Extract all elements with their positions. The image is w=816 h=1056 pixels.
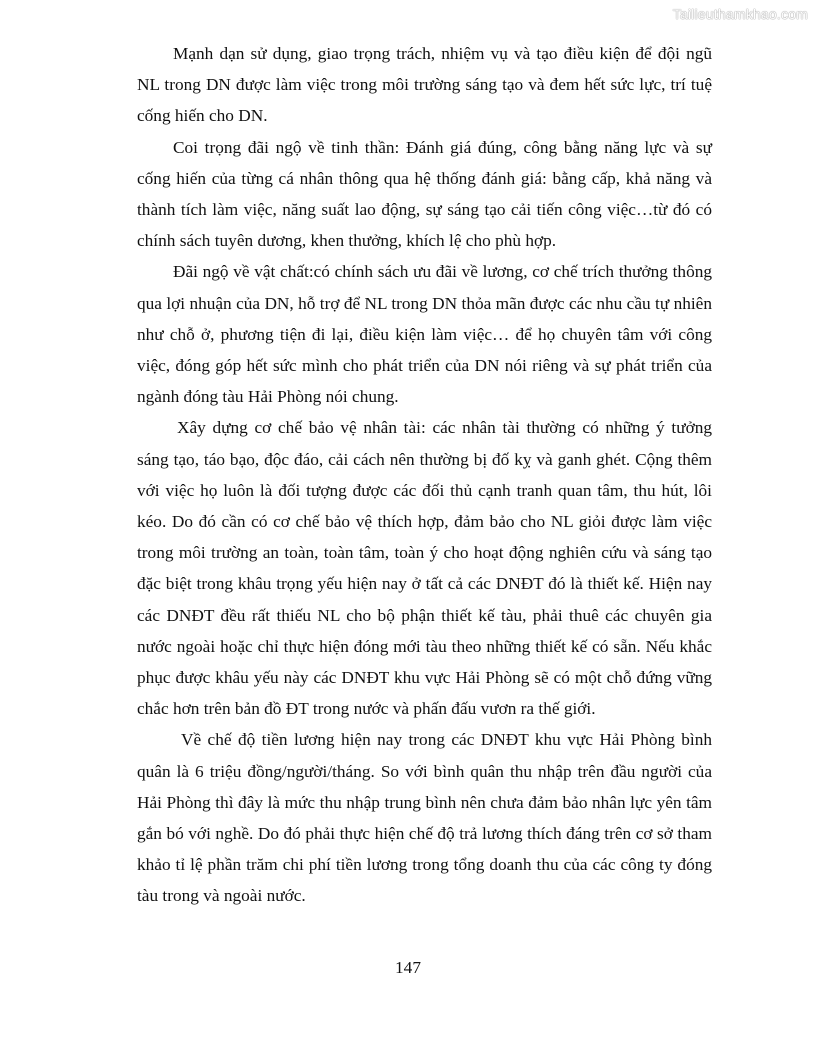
paragraph-spiritual-benefits: Coi trọng đãi ngộ về tinh thần: Đánh giá đúng, công bằng năng lực và sự cống hiến của từng cá nhân thông qua hệ thống đánh giá: bằng cấp, khả năng và thành tích làm việc, năng suất lao động, sự sáng tạo cải tiến công việc…từ đó có chính sách tuyên dương, khen thưởng, khích lệ cho phù hợp. (137, 137, 712, 251)
paragraph-empower-staff: Mạnh dạn sử dụng, giao trọng trách, nhiệm vụ và tạo điều kiện để đội ngũ NL trong DN được làm việc trong môi trường sáng tạo và đem hết sức lực, trí tuệ cống hiến cho DN. (137, 44, 712, 126)
paragraph-talent-protection: Xây dựng cơ chế bảo vệ nhân tài: các nhân tài thường có những ý tưởng sáng tạo, táo bạo, độc đáo, cải cách nên thường bị đố kỵ và ganh ghét. Cộng thêm với việc họ luôn là đối tượng được các đối thủ cạnh tranh quan tâm, thu hút, lôi kéo. Do đó cần có cơ chế bảo vệ thích hợp, đảm bảo cho NL giỏi được làm việc trong môi trường an toàn, toàn tâm, toàn ý cho hoạt động nghiên cứu và sáng tạo đặc biệt trong khâu trọng yếu hiện nay ở tất cả các DNĐT đó là thiết kế. Hiện nay các DNĐT đều rất thiếu NL cho bộ phận thiết kế tàu, phải thuê các chuyên gia nước ngoài hoặc chỉ thực hiện đóng mới tàu theo những thiết kế có sẵn. Nếu khắc phục được khâu yếu này các DNĐT khu vực Hải Phòng sẽ có một chỗ đứng vững chắc hơn trên bản đồ ĐT trong nước và phấn đấu vươn ra thế giới. (137, 418, 712, 719)
document-body (137, 38, 712, 912)
paragraph-salary-policy: Về chế độ tiền lương hiện nay trong các DNĐT khu vực Hải Phòng bình quân là 6 triệu đồng/người/tháng. So với bình quân thu nhập trên đầu người của Hải Phòng thì đây là mức thu nhập trung bình nên chưa đảm bảo nhân lực yên tâm gắn bó với nghề. Do đó phải thực hiện chế độ trả lương thích đáng trên cơ sở tham khảo tỉ lệ phần trăm chi phí tiền lương trong tổng doanh thu của các công ty đóng tàu trong và ngoài nước. (137, 730, 712, 906)
page-number: 147 (395, 958, 421, 977)
paragraph-material-benefits: Đãi ngộ về vật chất:có chính sách ưu đãi về lương, cơ chế trích thưởng thông qua lợi nhuận của DN, hỗ trợ để NL trong DN thỏa mãn được các nhu cầu tự nhiên như chỗ ở, phương tiện đi lại, điều kiện làm việc… để họ chuyên tâm với công việc, đóng góp hết sức mình cho phát triển của DN nói riêng và sự phát triển của ngành đóng tàu Hải Phòng nói chung. (137, 262, 712, 407)
watermark: Tailieuthamkhao.com (672, 6, 808, 22)
